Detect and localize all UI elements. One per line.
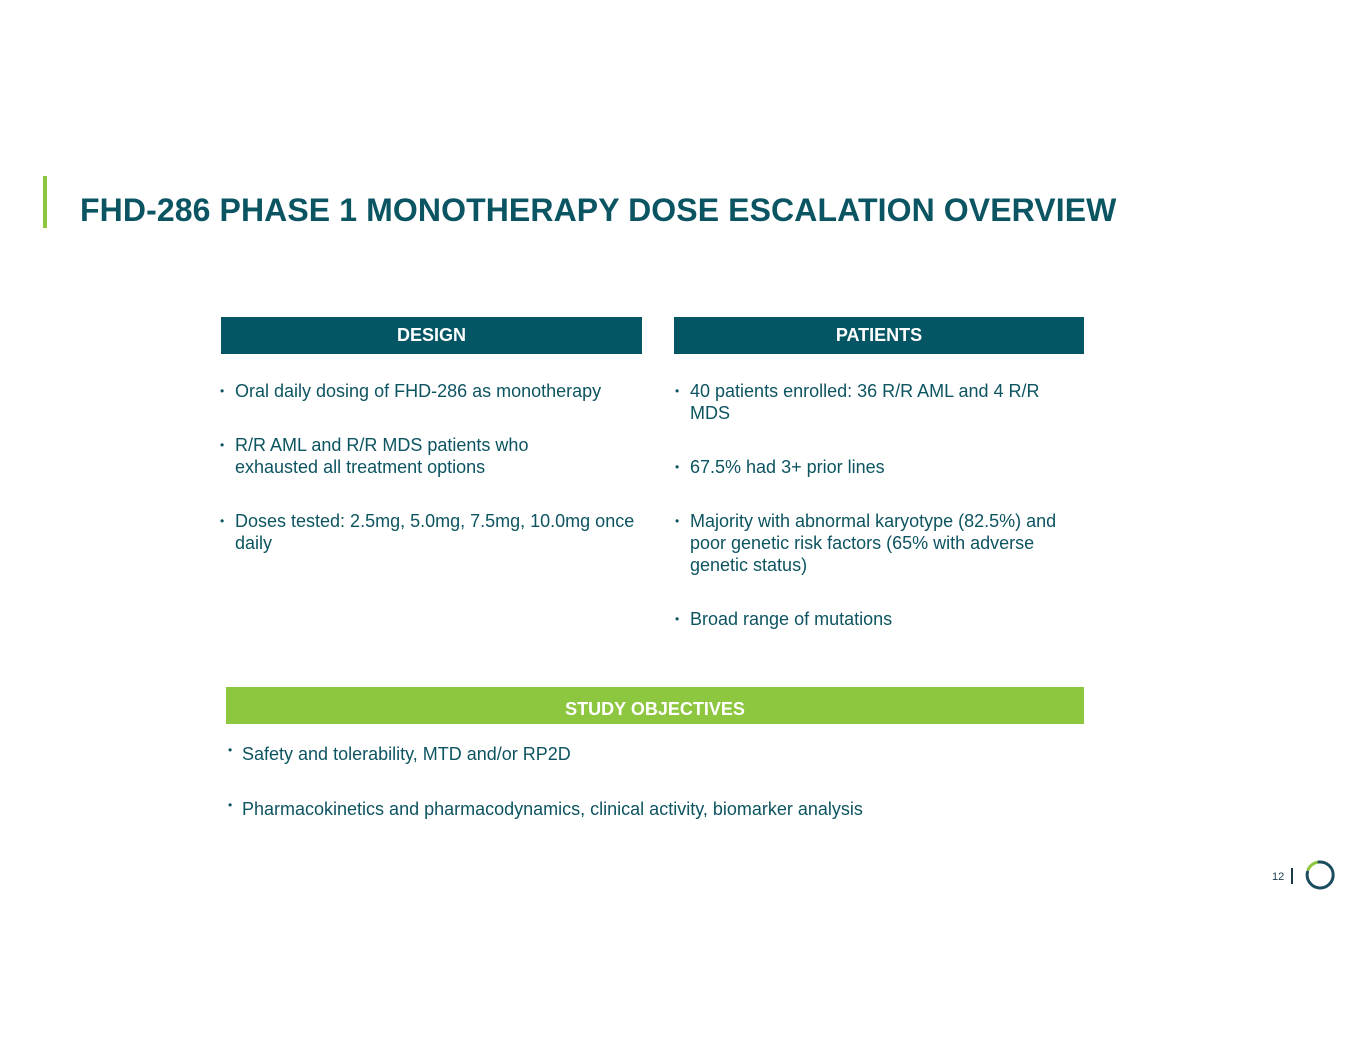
bullet-icon: • bbox=[220, 514, 225, 528]
design-bullet-text: Doses tested: 2.5mg, 5.0mg, 7.5mg, 10.0mg once daily bbox=[235, 511, 635, 553]
objectives-header: STUDY OBJECTIVES bbox=[226, 687, 1084, 724]
bullet-icon: • bbox=[675, 612, 680, 626]
patients-bullet-text: Majority with abnormal karyotype (82.5%) and poor genetic risk factors (65% with adverse genetic status) bbox=[690, 511, 1057, 575]
title-accent-bar bbox=[43, 176, 47, 228]
list-item bbox=[228, 743, 1082, 765]
bullet-icon: • bbox=[228, 798, 233, 812]
design-header: DESIGN bbox=[221, 317, 642, 354]
list-item bbox=[220, 380, 655, 402]
page-title: FHD-286 PHASE 1 MONOTHERAPY DOSE ESCALATION OVERVIEW bbox=[80, 192, 1117, 228]
list-item bbox=[675, 510, 1062, 576]
page-number: 12 bbox=[1272, 871, 1285, 883]
patients-bullet-text: Broad range of mutations bbox=[690, 609, 893, 629]
bullet-icon: • bbox=[675, 514, 680, 528]
objectives-bullet-text: Safety and tolerability, MTD and/or RP2D bbox=[242, 744, 571, 764]
patients-header: PATIENTS bbox=[674, 317, 1084, 354]
list-item bbox=[675, 608, 1070, 630]
list-item bbox=[675, 456, 1070, 478]
bullet-icon: • bbox=[220, 438, 225, 452]
objectives-bullet-list bbox=[228, 743, 1082, 820]
design-bullet-text: R/R AML and R/R MDS patients who exhausted all treatment options bbox=[235, 435, 529, 477]
bullet-icon: • bbox=[675, 384, 680, 398]
objectives-bullet-text: Pharmacokinetics and pharmacodynamics, clinical activity, biomarker analysis bbox=[242, 799, 863, 819]
page-separator bbox=[1291, 868, 1293, 884]
bullet-icon: • bbox=[220, 384, 225, 398]
list-item bbox=[220, 434, 575, 478]
design-bullet-text: Oral daily dosing of FHD-286 as monotherapy bbox=[235, 381, 602, 401]
list-item bbox=[220, 510, 635, 554]
design-bullet-list bbox=[220, 380, 655, 554]
list-item bbox=[675, 380, 1050, 424]
bullet-icon: • bbox=[675, 460, 680, 474]
page-footer bbox=[1272, 865, 1342, 891]
list-item bbox=[228, 798, 1082, 820]
company-logo-ring-icon bbox=[1303, 859, 1335, 891]
patients-bullet-text: 40 patients enrolled: 36 R/R AML and 4 R/R MDS bbox=[690, 381, 1040, 423]
patients-bullet-list bbox=[675, 380, 1070, 630]
bullet-icon: • bbox=[228, 743, 233, 757]
patients-bullet-text: 67.5% had 3+ prior lines bbox=[690, 457, 885, 477]
